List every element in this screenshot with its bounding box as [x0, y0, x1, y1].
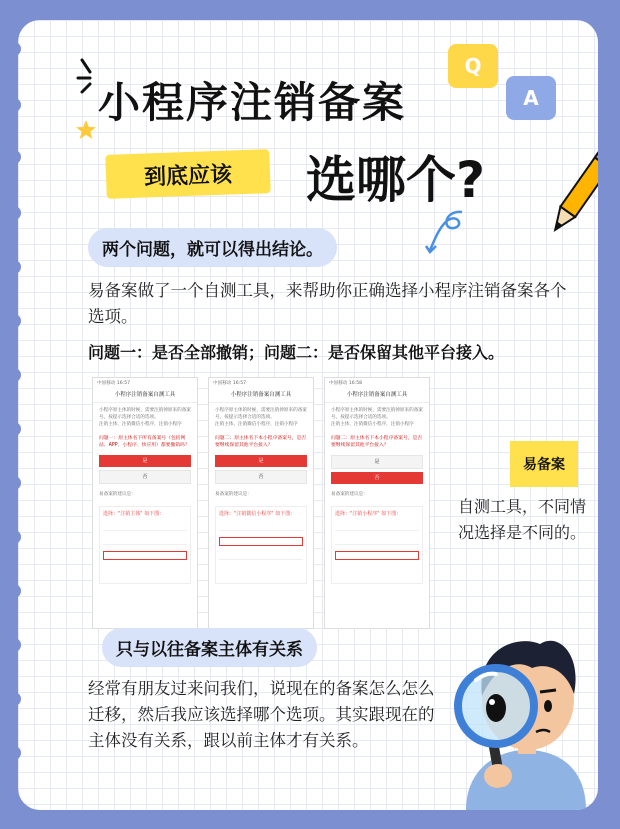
- binder-ring: [18, 368, 21, 382]
- body-paragraph: 经常有朋友过来问我们，说现在的备案怎么怎么迁移，然后我应该选择哪个选项。其实跟现在的主体没有关系，跟以前主体才有关系。: [88, 679, 435, 750]
- binder-ring: [18, 476, 21, 490]
- phone-status: 中国移动 16:57: [213, 381, 247, 386]
- card-title: 选择："注销主体" 如下图：: [103, 511, 165, 517]
- yes-button[interactable]: 是: [215, 455, 307, 467]
- result-label: 易备案的建议是：: [99, 492, 136, 497]
- binder-ring: [18, 150, 21, 164]
- phone-question: 问题二：原主体名下本小程序备案号，是否要继续保留其他平台接入？: [215, 436, 307, 448]
- phone-body-text: 小程序原主体的时候，需要注销掉原来的备案号。按提示选择合适的选项。 注销主体，注销微信小程序，注销小程序: [215, 408, 307, 427]
- result-label: 易备案的建议是：: [215, 492, 252, 497]
- result-label: 易备案的建议是：: [331, 492, 368, 497]
- binder-ring: [18, 314, 21, 328]
- phone-screenshot-3: [324, 377, 430, 629]
- swirl-arrow-icon: [424, 206, 474, 256]
- page-title: 小程序注销备案: [98, 78, 407, 127]
- pencil-icon: [546, 138, 598, 248]
- yes-button[interactable]: 是: [99, 455, 191, 467]
- binder-ring: [18, 584, 21, 598]
- section-pill-2: 只与以往备案主体有关系: [102, 628, 317, 667]
- result-card: [215, 506, 307, 584]
- brand-label: 易备案: [510, 441, 578, 487]
- phone-header: 小程序注销备案自测工具: [209, 388, 313, 403]
- intro-paragraph: 易备案做了一个自测工具，来帮助你正确选择小程序注销备案各个选项。: [88, 281, 567, 326]
- binder-ring: [18, 692, 21, 706]
- phone-status: 中国移动 16:58: [329, 381, 363, 386]
- binder-ring: [18, 42, 21, 56]
- star-icon: [74, 118, 98, 142]
- binder-ring: [18, 422, 21, 436]
- section-pill-1: 两个问题，就可以得出结论。: [88, 228, 337, 267]
- binder-ring: [18, 98, 21, 112]
- phone-question: 问题一：原主体名下所有备案号（包括网站、APP、小程序、快应用）都要撤销吗？: [99, 436, 190, 448]
- poster-card: [18, 20, 598, 810]
- page-title-line2: 选哪个?: [306, 151, 486, 209]
- phone-header: 小程序注销备案自测工具: [93, 388, 197, 403]
- yes-button[interactable]: 是: [331, 455, 423, 469]
- phone-status: 中国移动 16:57: [97, 381, 131, 386]
- binder-ring: [18, 260, 21, 274]
- side-text: 自测工具，不同情况选择是不同的。: [458, 497, 587, 542]
- no-button[interactable]: 否: [331, 472, 423, 484]
- phone-question: 问题二：原主体名下本小程序备案号，是否要继续保留其他平台接入？: [331, 436, 423, 448]
- result-card: [99, 506, 191, 584]
- binder-ring: [18, 638, 21, 652]
- phone-header: 小程序注销备案自测工具: [325, 388, 429, 403]
- card-title: 选择："注销小程序" 如下图：: [335, 511, 402, 517]
- phone-body-text: 小程序原主体的时候，需要注销掉原来的备案号。按提示选择合适的选项。 注销主体，注销微信小程序，注销小程序: [99, 408, 191, 427]
- binder-ring: [18, 746, 21, 760]
- result-card: [331, 506, 423, 584]
- q-bubble-icon: Q: [448, 44, 498, 88]
- no-button[interactable]: 否: [215, 470, 307, 484]
- questions-line: 问题一：是否全部撤销；问题二：是否保留其他平台接入。: [88, 343, 505, 362]
- phone-screenshot-1: [92, 377, 198, 629]
- character-magnifier-illustration: [436, 610, 598, 810]
- phone-body-text: 小程序原主体的时候，需要注销掉原来的备案号。按提示选择合适的选项。 注销主体，注销微信小程序，注销小程序: [331, 408, 423, 427]
- binder-ring: [18, 530, 21, 544]
- binder-ring: [18, 206, 21, 220]
- no-button[interactable]: 否: [99, 470, 191, 484]
- phone-screenshot-2: [208, 377, 314, 629]
- a-bubble-icon: A: [506, 76, 556, 120]
- card-title: 选择："注销微信小程序" 如下图：: [219, 511, 296, 517]
- subtitle-tag: 到底应该: [105, 149, 270, 199]
